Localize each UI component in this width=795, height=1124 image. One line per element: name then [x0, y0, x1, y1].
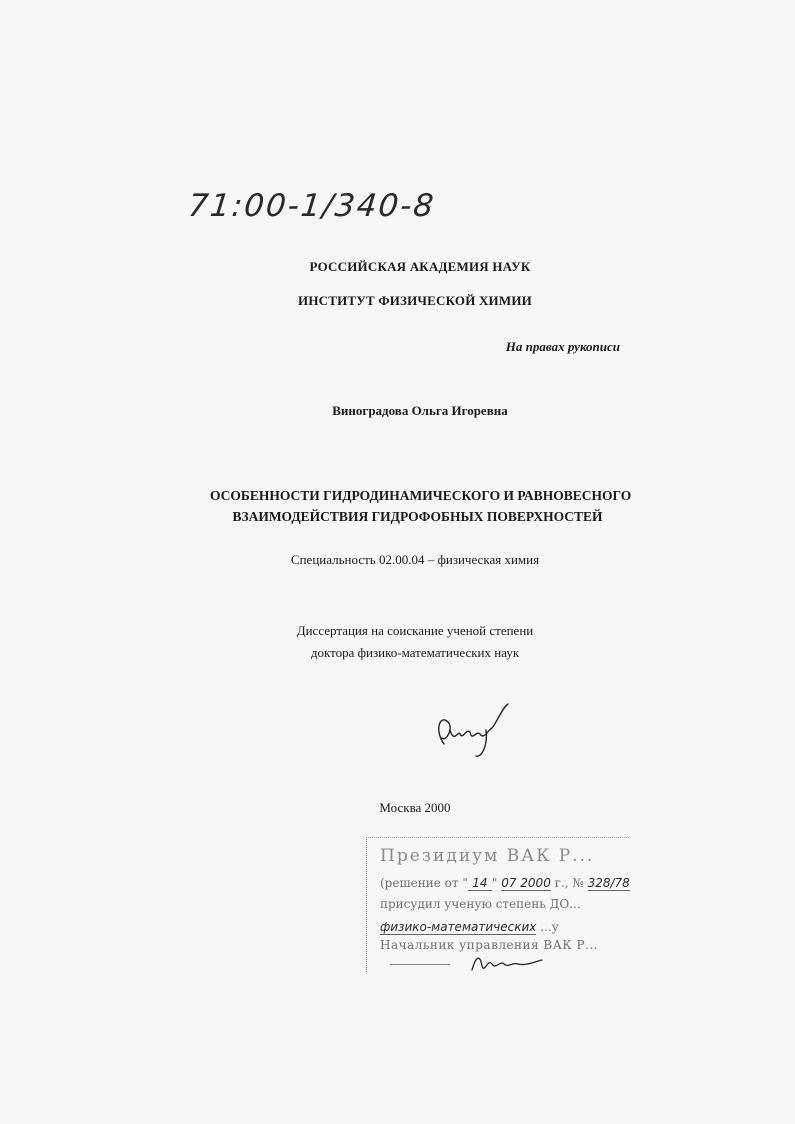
stamp-decision-suffix: г., №: [554, 876, 584, 890]
specialty: Специальность 02.00.04 – физическая химия: [290, 552, 540, 567]
stamp-decision-number: 328/78: [587, 876, 630, 890]
stamp-decision-month-year: 07 2000: [501, 876, 551, 890]
stamp-degree-suffix: ...у: [540, 920, 559, 934]
stamp-chief-line: Начальник управления ВАК Р...: [380, 938, 598, 952]
thesis-title-line-1: ОСОБЕННОСТИ ГИДРОДИНАМИЧЕСКОГО И РАВНОВЕСНОГО: [210, 488, 632, 503]
author-signature: [430, 700, 515, 760]
organization-institute: ИНСТИТУТ ФИЗИЧЕСКОЙ ХИМИИ: [298, 293, 532, 308]
city-and-year: Москва 2000: [379, 800, 451, 815]
stamp-decision-line: [380, 876, 630, 891]
manuscript-rights-note: На правах рукописи: [505, 339, 620, 354]
stamp-decision-prefix: (решение от ": [380, 876, 468, 890]
degree-line-1: Диссертация на соискание ученой степени: [296, 623, 534, 638]
stamp-awarded-line: присудил ученую степень ДО...: [380, 897, 581, 911]
stamp-rule: [390, 964, 450, 965]
author-name: Виноградова Ольга Игоревна: [332, 403, 508, 418]
stamp-decision-day: 14: [468, 876, 492, 891]
organization-academy: РОССИЙСКАЯ АКАДЕМИЯ НАУК: [309, 259, 531, 274]
stamp-header: Президиум ВАК Р...: [380, 846, 595, 866]
catalog-number-handwritten: 71:00-1/340-8: [186, 188, 438, 224]
stamp-decision-quote: ": [491, 876, 498, 890]
stamp-degree-line: [380, 920, 559, 935]
stamp-degree-field: физико-математических: [380, 920, 537, 934]
degree-line-2: доктора физико-математических наук: [310, 645, 520, 660]
stamp-signature: [466, 946, 546, 976]
vak-stamp: [366, 834, 636, 974]
thesis-title-line-2: ВЗАИМОДЕЙСТВИЯ ГИДРОФОБНЫХ ПОВЕРХНОСТЕЙ: [232, 509, 603, 524]
